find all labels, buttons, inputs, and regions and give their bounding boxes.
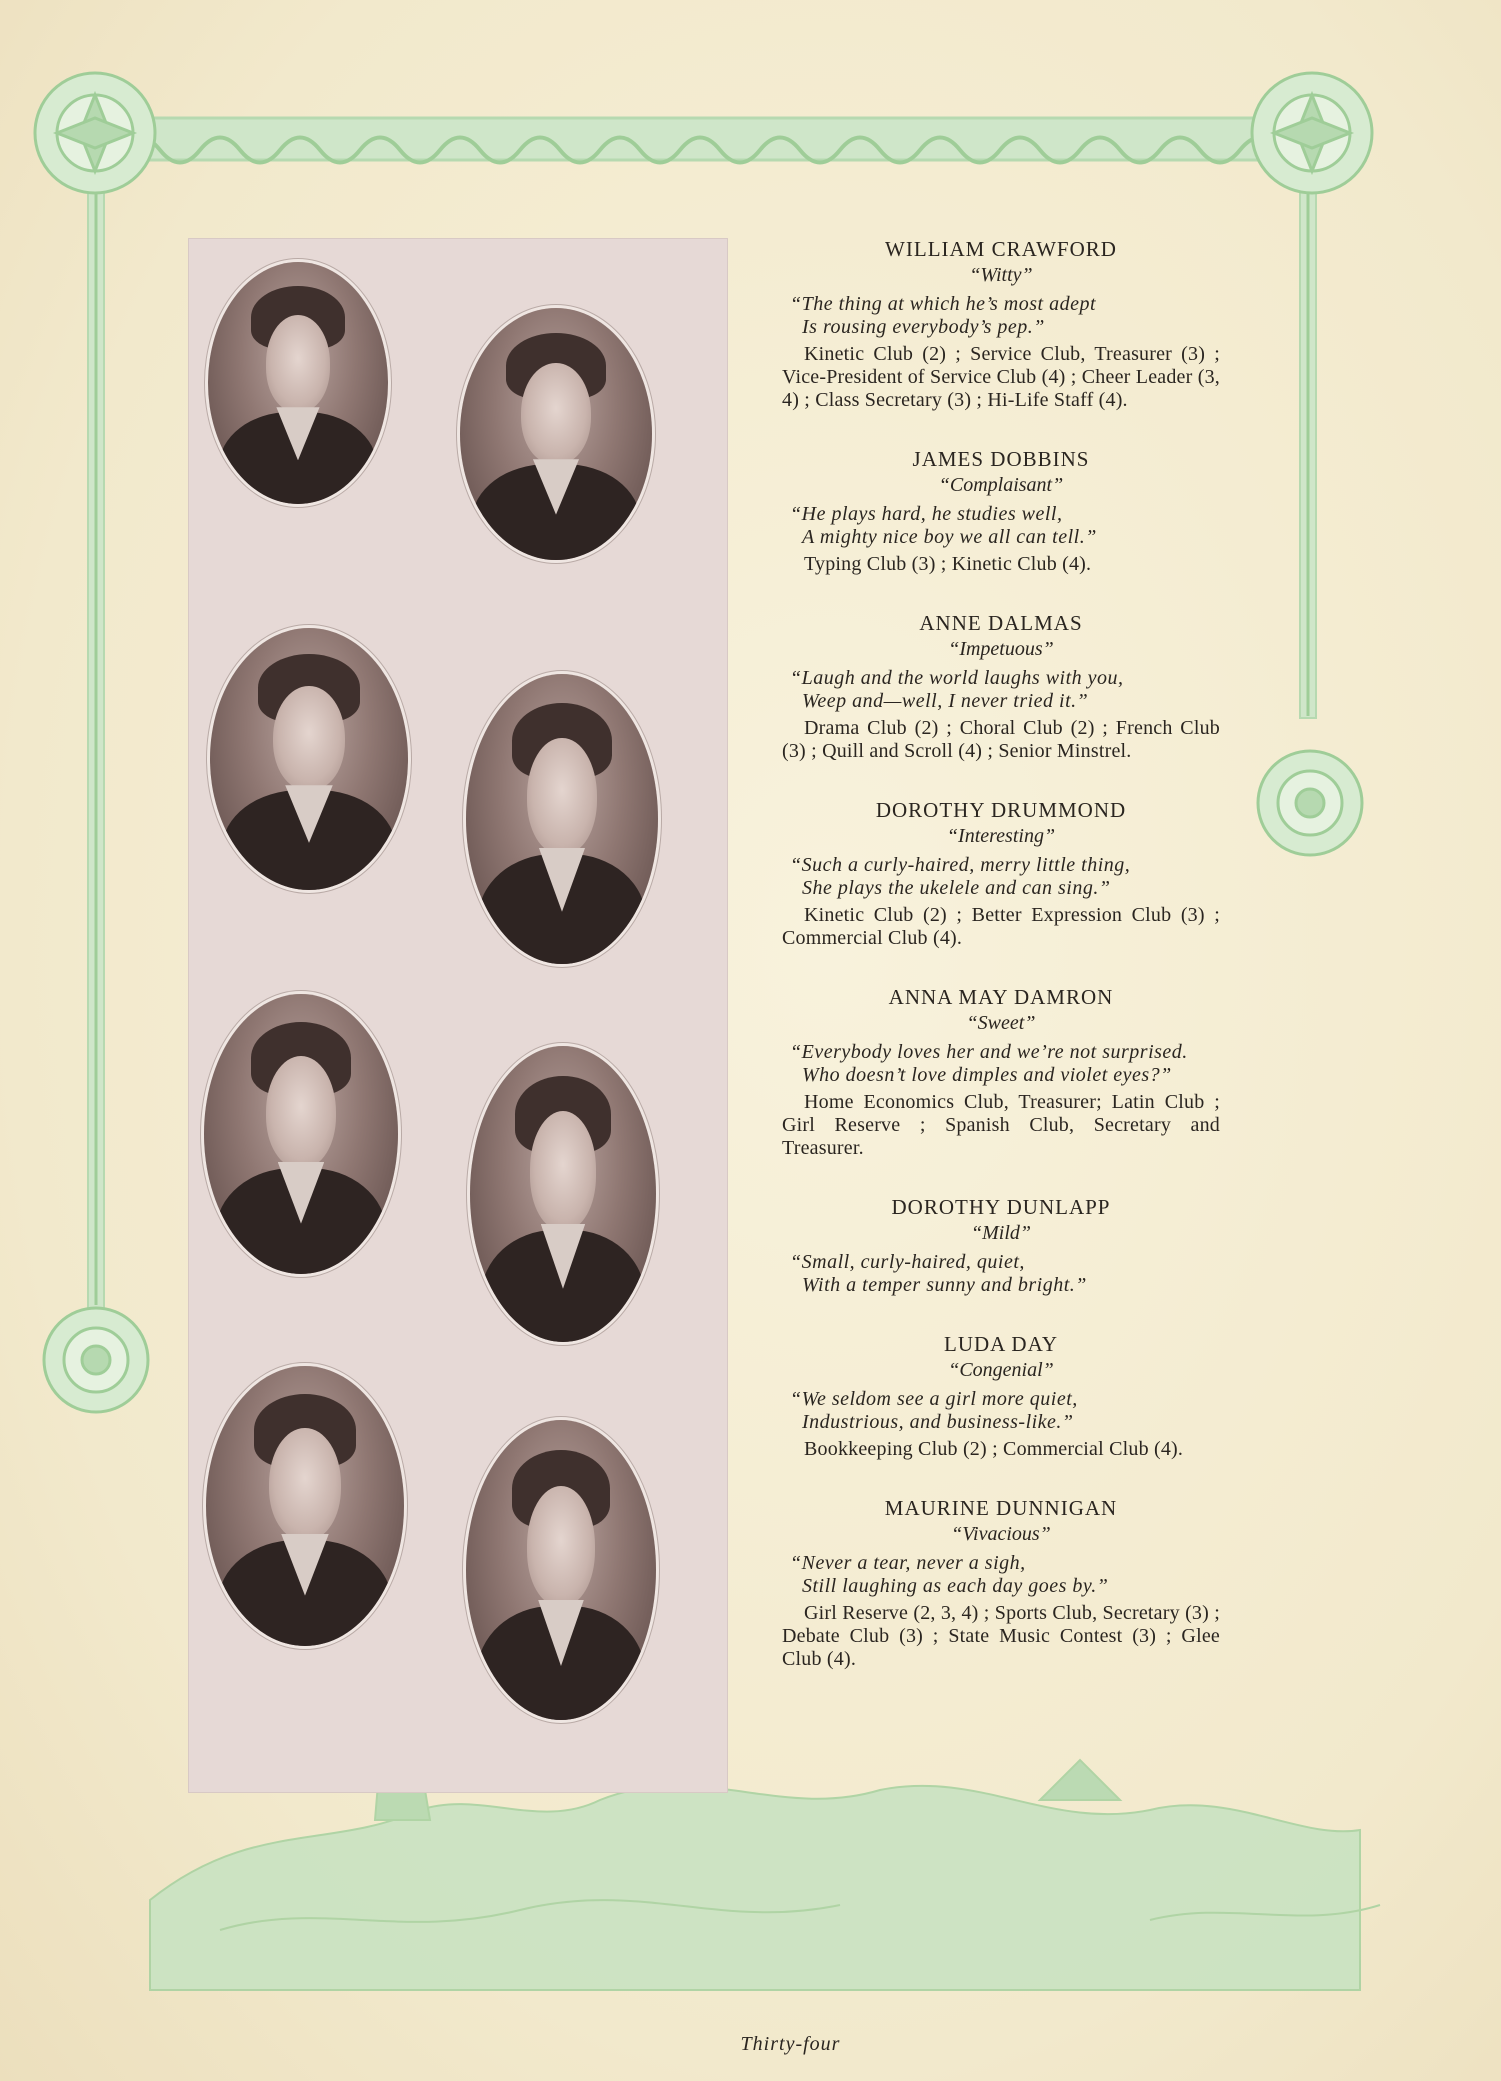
entry-dorothy-dunlapp [782,1196,1220,1297]
verse-line: “Small, curly-haired, quiet, [790,1251,1025,1273]
student-verse [782,293,1220,339]
entry-anne-dalmas [782,612,1220,763]
student-name: WILLIAM CRAWFORD [885,237,1117,261]
student-verse [782,667,1220,713]
student-activities: Kinetic Club (2) ; Better Expression Club (3) ; Commercial Club (4). [782,904,1220,949]
student-nickname: “Congenial” [948,1359,1054,1381]
student-nickname: “Complaisant” [938,474,1064,496]
student-name: DOROTHY DRUMMOND [875,798,1127,822]
student-verse [782,1041,1220,1087]
verse-line: Industrious, and business-like.” [802,1411,1074,1433]
student-entries [782,238,1220,1707]
student-name: DOROTHY DUNLAPP [891,1195,1111,1219]
student-activities: Bookkeeping Club (2) ; Commercial Club (4). [804,1438,1184,1460]
student-nickname: “Impetuous” [948,638,1054,660]
entry-maurine-dunnigan [782,1497,1220,1671]
portrait-dorothy-drummond [466,674,658,964]
student-name: MAURINE DUNNIGAN [884,1496,1118,1520]
portrait-james-dobbins [460,308,652,560]
page-number: Thirty-four [740,2033,841,2055]
student-verse [782,1251,1220,1297]
verse-line: A mighty nice boy we all can tell.” [802,526,1097,548]
student-activities: Kinetic Club (2) ; Service Club, Treasurer (3) ; Vice-President of Service Club (4) ; Cheer Leader (3, 4) ; Class Secretary (3) ; Hi-Life Staff (4). [782,343,1220,411]
entry-william-crawford [782,238,1220,412]
verse-line: She plays the ukelele and can sing.” [802,877,1111,899]
verse-line: “Never a tear, never a sigh, [790,1552,1026,1574]
portrait-william-crawford [208,262,388,504]
student-nickname: “Witty” [969,264,1033,286]
verse-line: “Laugh and the world laughs with you, [790,667,1124,689]
verse-line: Who doesn’t love dimples and violet eyes?” [802,1064,1172,1086]
verse-line: Is rousing everybody’s pep.” [802,316,1045,338]
student-activities: Girl Reserve (2, 3, 4) ; Sports Club, Secretary (3) ; Debate Club (3) ; State Music Contest (3) ; Glee Club (4). [782,1602,1220,1670]
student-verse [782,1552,1220,1598]
verse-line: “He plays hard, he studies well, [790,503,1063,525]
portrait-dorothy-dunlapp [470,1046,656,1342]
entry-james-dobbins [782,448,1220,576]
student-nickname: “Interesting” [946,825,1056,847]
verse-line: “Everybody loves her and we’re not surprised. [790,1041,1188,1063]
entry-dorothy-drummond [782,799,1220,950]
student-name: LUDA DAY [944,1332,1058,1356]
student-activities: Typing Club (3) ; Kinetic Club (4). [804,553,1092,575]
verse-line: Weep and—well, I never tried it.” [802,690,1089,712]
student-verse [782,854,1220,900]
portrait-maurine-dunnigan [466,1420,656,1720]
portrait-anna-may-damron [204,994,398,1274]
student-activities: Drama Club (2) ; Choral Club (2) ; French Club (3) ; Quill and Scroll (4) ; Senior Minstrel. [782,717,1220,762]
student-name: ANNE DALMAS [919,611,1083,635]
portrait-panel [188,238,728,1793]
student-verse [782,1388,1220,1434]
student-nickname: “Sweet” [966,1012,1036,1034]
student-activities: Home Economics Club, Treasurer; Latin Club ; Girl Reserve ; Spanish Club, Secretary and Treasurer. [782,1091,1220,1159]
verse-line: “We seldom see a girl more quiet, [790,1388,1078,1410]
student-name: JAMES DOBBINS [912,447,1090,471]
portrait-luda-day [206,1366,404,1646]
student-verse [782,503,1220,549]
verse-line: “The thing at which he’s most adept [790,293,1097,315]
verse-line: Still laughing as each day goes by.” [802,1575,1109,1597]
student-nickname: “Vivacious” [951,1523,1051,1545]
student-nickname: “Mild” [970,1222,1032,1244]
portrait-anne-dalmas [210,628,408,890]
entry-luda-day [782,1333,1220,1461]
verse-line: With a temper sunny and bright.” [802,1274,1087,1296]
verse-line: “Such a curly-haired, merry little thing, [790,854,1131,876]
student-name: ANNA MAY DAMRON [888,985,1114,1009]
entry-anna-may-damron [782,986,1220,1160]
